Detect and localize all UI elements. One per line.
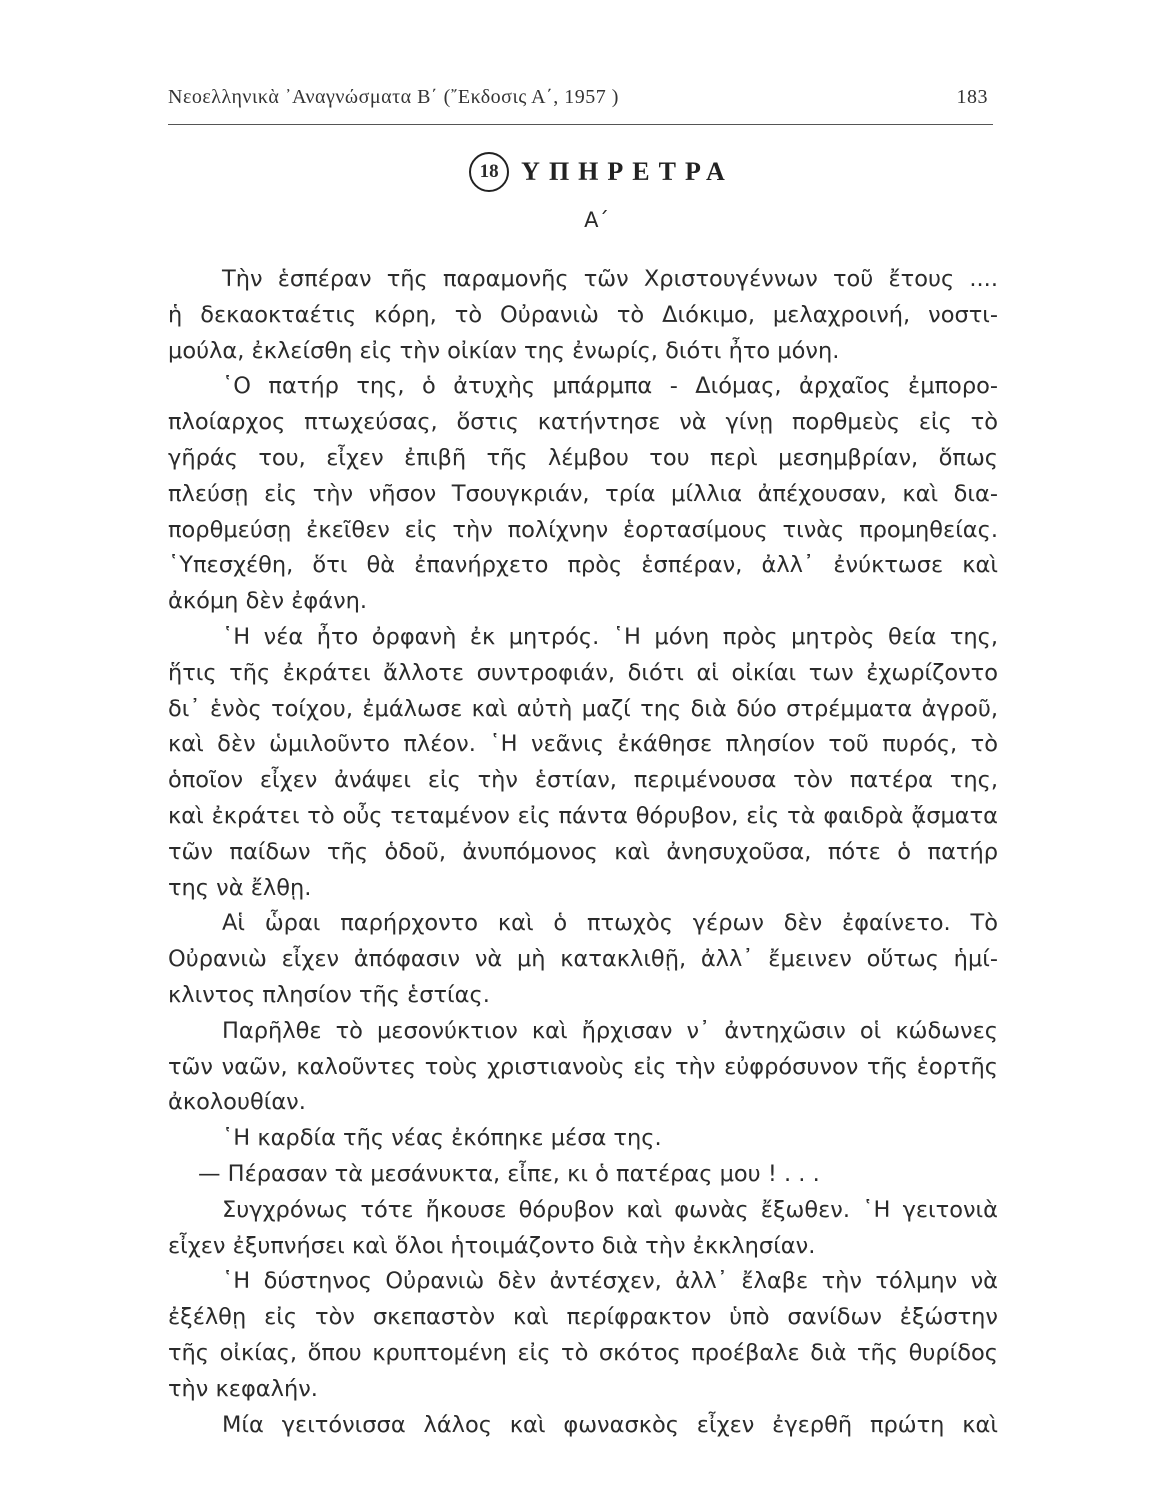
text-line: ῾Η νέα ἦτο ὀρφανὴ ἐκ μητρός. ῾Η μόνη πρὸς μητρὸς θεία της,: [222, 623, 998, 650]
text-line: ῾Ο πατήρ της, ὁ ἀτυχὴς μπάρμπα - Διόμας, ἀρχαῖος ἐμπορο-: [222, 373, 998, 400]
text-line: πλεύσῃ εἰς τὴν νῆσον Τσουγκριάν, τρία μίλλια ἀπέχουσαν, καὶ δια-: [168, 480, 998, 507]
running-title: Νεοελληνικὰ ᾿Αναγνώσματα Β΄ (῎Εκδοσις Α΄, 1957 ): [168, 86, 619, 108]
header-rule: [168, 124, 993, 125]
text-line: ἐξέλθῃ εἰς τὸν σκεπαστὸν καὶ περίφρακτον ὑπὸ σανίδων ἐξώστην: [168, 1304, 998, 1331]
text-line: γῆράς του, εἶχεν ἐπιβῆ τῆς λέμβου του περὶ μεσημβρίαν, ὅπως: [168, 444, 998, 471]
text-line: καὶ δὲν ὡμιλοῦντο πλέον. ῾Η νεᾶνις ἐκάθησε πλησίον τοῦ πυρός, τὸ: [168, 731, 998, 758]
text-line: ὁποῖον εἶχεν ἀνάψει εἰς τὴν ἑστίαν, περιμένουσα τὸν πατέρα της,: [168, 767, 998, 794]
chapter-number: 18: [469, 152, 509, 192]
text-line: εἶχεν ἐξυπνήσει καὶ ὅλοι ἡτοιμάζοντο διὰ τὴν ἐκκλησίαν.: [168, 1232, 816, 1259]
text-line: πλοίαρχος πτωχεύσας, ὅστις κατήντησε νὰ γίνῃ πορθμεὺς εἰς τὸ: [168, 409, 998, 436]
chapter-title: ΥΠΗΡΕΤΡΑ: [521, 157, 734, 186]
text-line: — Πέρασαν τὰ μεσάνυκτα, εἶπε, κι ὁ πατέρας μου ! . . .: [198, 1160, 820, 1187]
text-line: ἀκολουθίαν.: [168, 1089, 306, 1116]
text-line: ἀκόμη δὲν ἐφάνη.: [168, 588, 368, 615]
text-line: ἥτις τῆς ἐκράτει ἄλλοτε συντροφιάν, διότι αἱ οἰκίαι των ἐχωρίζοντο: [168, 659, 998, 686]
text-line: ἡ δεκαοκταέτις κόρη, τὸ Οὐρανιὼ τὸ Διόκιμο, μελαχροινή, νοστι-: [168, 301, 998, 328]
section-label: Α΄: [584, 208, 609, 232]
chapter-heading: [0, 152, 1163, 192]
text-line: τῶν ναῶν, καλοῦντες τοὺς χριστιανοὺς εἰς τὴν εὐφρόσυνον τῆς ἑορτῆς: [168, 1053, 998, 1080]
text-line: ῾Υπεσχέθη, ὅτι θὰ ἐπανήρχετο πρὸς ἑσπέραν, ἀλλ᾽ ἐνύκτωσε καὶ: [168, 552, 998, 579]
text-line: τῶν παίδων τῆς ὁδοῦ, ἀνυπόμονος καὶ ἀνησυχοῦσα, πότε ὁ πατήρ: [168, 838, 998, 865]
text-line: καὶ ἐκράτει τὸ οὖς τεταμένον εἰς πάντα θόρυβον, εἰς τὰ φαιδρὰ ᾄσματα: [168, 802, 998, 829]
text-line: δι᾽ ἑνὸς τοίχου, ἐμάλωσε καὶ αὐτὴ μαζί της διὰ δύο στρέμματα ἀγροῦ,: [168, 695, 998, 722]
text-line: τὴν κεφαλήν.: [168, 1375, 318, 1402]
text-line: Μία γειτόνισσα λάλος καὶ φωνασκὸς εἶχεν ἐγερθῆ πρώτη καὶ: [222, 1411, 998, 1438]
page-number: 183: [956, 86, 988, 108]
text-line: Παρῆλθε τὸ μεσονύκτιον καὶ ἤρχισαν ν᾽ ἀντηχῶσιν οἱ κώδωνες: [222, 1017, 998, 1044]
running-header: [168, 86, 988, 109]
text-line: ῾Η δύστηνος Οὐρανιὼ δὲν ἀντέσχεν, ἀλλ᾽ ἔλαβε τὴν τόλμην νὰ: [222, 1268, 998, 1295]
body-text: [168, 262, 998, 1443]
text-line: Τὴν ἑσπέραν τῆς παραμονῆς τῶν Χριστουγέννων τοῦ ἔτους ....: [222, 266, 998, 292]
text-line: ῾Η καρδία τῆς νέας ἐκόπηκε μέσα της.: [222, 1125, 662, 1152]
text-line: Συγχρόνως τότε ἤκουσε θόρυβον καὶ φωνὰς ἔξωθεν. ῾Η γειτονιὰ: [222, 1196, 998, 1223]
text-line: πορθμεύσῃ ἐκεῖθεν εἰς τὴν πολίχνην ἑορτασίμους τινὰς προμηθείας.: [168, 516, 998, 543]
text-line: της νὰ ἔλθῃ.: [168, 874, 312, 901]
text-line: μούλα, ἐκλείσθη εἰς τὴν οἰκίαν της ἐνωρίς, διότι ἦτο μόνη.: [168, 337, 840, 364]
text-line: τῆς οἰκίας, ὅπου κρυπτομένη εἰς τὸ σκότος προέβαλε διὰ τῆς θυρίδος: [168, 1339, 998, 1366]
text-line: Οὐρανιὼ εἶχεν ἀπόφασιν νὰ μὴ κατακλιθῇ, ἀλλ᾽ ἔμεινεν οὕτως ἡμί-: [168, 946, 998, 973]
text-line: κλιντος πλησίον τῆς ἑστίας.: [168, 981, 490, 1008]
text-line: Αἱ ὧραι παρήρχοντο καὶ ὁ πτωχὸς γέρων δὲν ἐφαίνετο. Τὸ: [222, 910, 998, 937]
